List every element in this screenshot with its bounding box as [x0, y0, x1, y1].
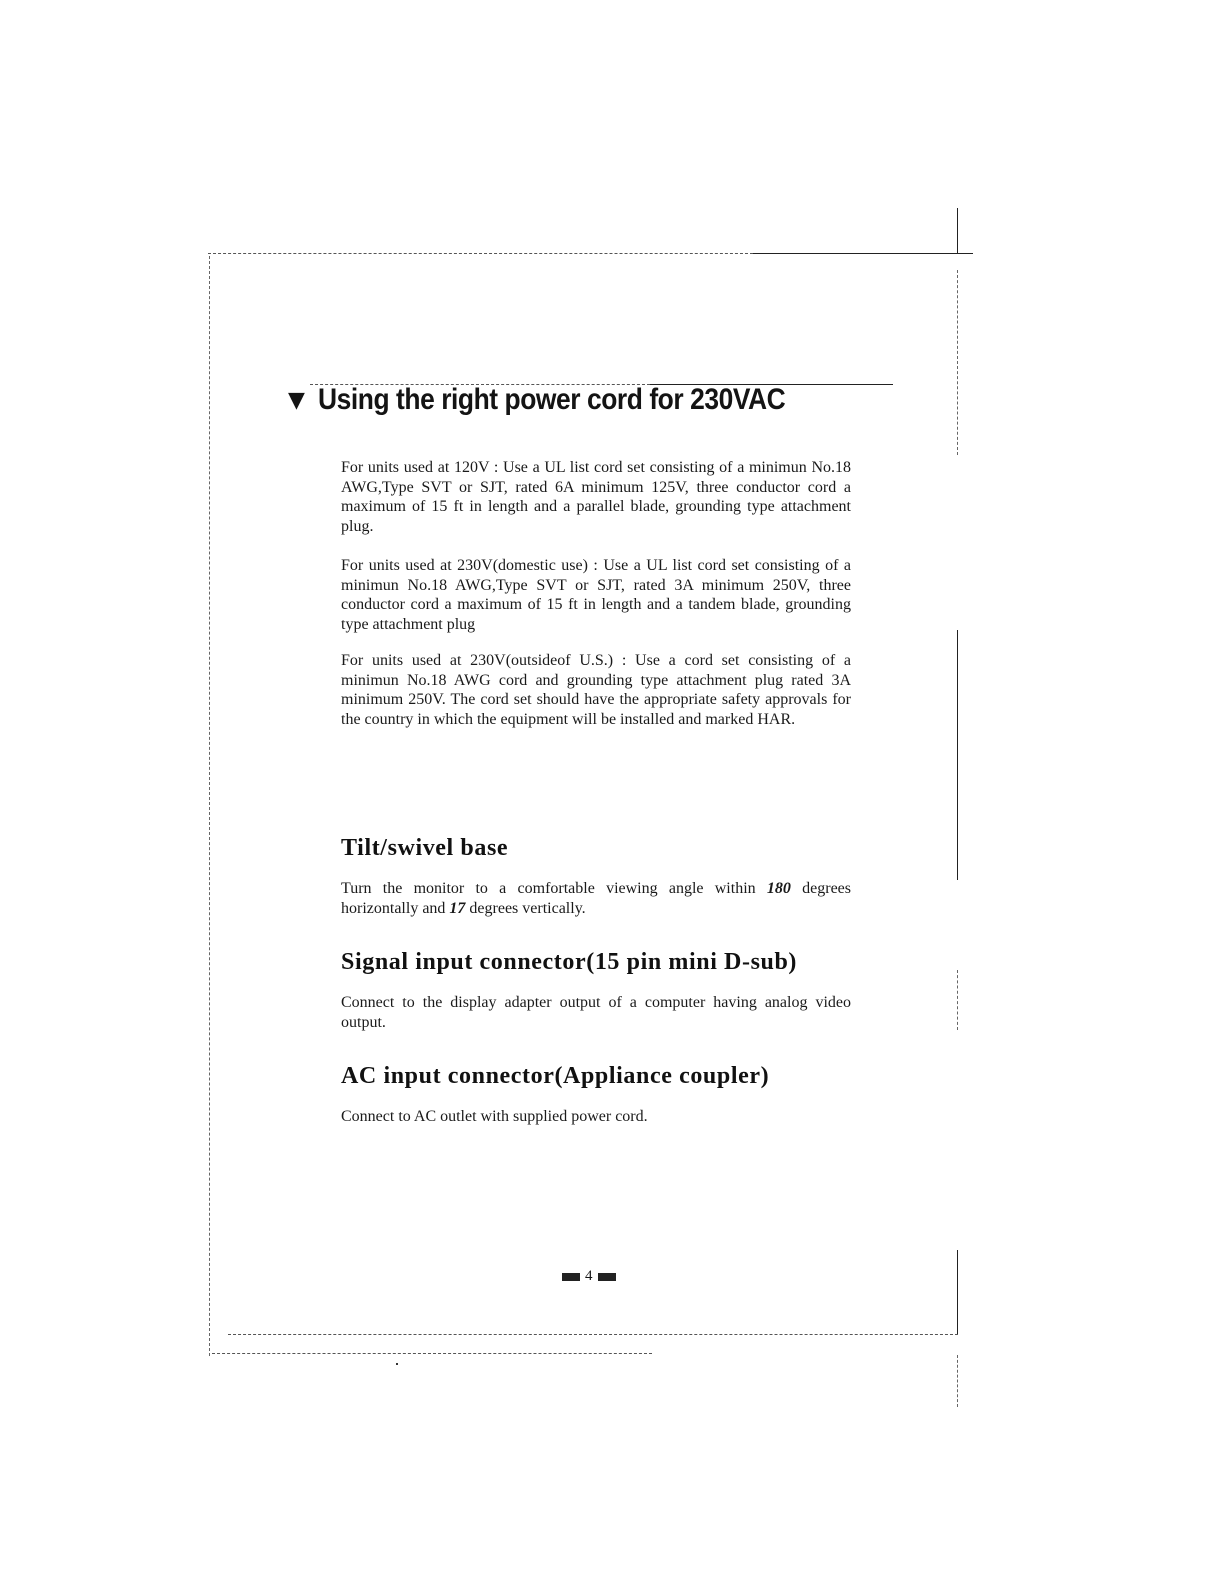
page-number: 4: [585, 1268, 593, 1284]
triangle-marker-icon: ▼: [288, 388, 305, 413]
stray-dot: [396, 1363, 398, 1365]
signal-input-heading: Signal input connector(15 pin mini D-sub): [341, 949, 798, 975]
tilt-text-1: Turn the monitor to a comfortable viewing angle within: [341, 880, 767, 897]
tilt-swivel-heading: Tilt/swivel base: [341, 835, 509, 861]
ac-input-heading: AC input connector(Appliance coupler): [341, 1063, 770, 1089]
signal-input-text: Connect to the display adapter output of a computer having analog video output.: [341, 994, 851, 1031]
left-frame-line: [209, 256, 210, 1356]
page-title: Using the right power cord for 230VAC: [318, 383, 786, 416]
bottom-frame-line-2: [212, 1353, 652, 1354]
tilt-swivel-text: [341, 879, 851, 918]
paragraph-120v: For units used at 120V : Use a UL list cord set consisting of a minimun No.18 AWG,Type SVT or SJT, rated 6A minimum 125V, three conductor cord a maximum of 15 ft in length and a parallel blade, grounding type attachment plug.: [341, 459, 851, 535]
paragraph-230v-outside-us: For units used at 230V(outsideof U.S.) : Use a cord set consisting of a minimun No.18 AWG cord and grounding type attachment plug rated 3A minimum 250V. The cord set should have the appropriate safety approvals for the country in which the equipment will be installed and marked HAR.: [341, 652, 851, 728]
bottom-right-tick: [957, 1355, 958, 1407]
right-frame-line-mid: [957, 630, 958, 880]
page-marker-right-icon: [598, 1273, 616, 1281]
vertical-degrees: 17: [449, 899, 466, 917]
right-frame-line-lower: [957, 970, 958, 1030]
right-frame-line-upper: [957, 270, 958, 455]
page-marker-left-icon: [562, 1273, 580, 1281]
top-right-tick: [957, 208, 958, 254]
page-number-block: [562, 1268, 616, 1285]
top-frame-line: [208, 253, 753, 254]
paragraph-230v-domestic: For units used at 230V(domestic use) : Use a UL list cord set consisting of a minimun No.18 AWG,Type SVT or SJT, rated 3A minimum 250V, three conductor cord a maximum of 15 ft in length and a tandem blade, grounding type attachment plug: [341, 557, 851, 633]
tilt-text-3: degrees vertically.: [465, 899, 586, 917]
tilt-text-2: degrees horizontally and: [341, 880, 851, 917]
right-frame-line-bottom: [957, 1250, 958, 1335]
ac-input-text: Connect to AC outlet with supplied power cord.: [341, 1108, 648, 1125]
bottom-frame-line-1: [228, 1334, 958, 1335]
horizontal-degrees: 180: [766, 880, 791, 897]
top-frame-line-solid: [753, 253, 973, 254]
